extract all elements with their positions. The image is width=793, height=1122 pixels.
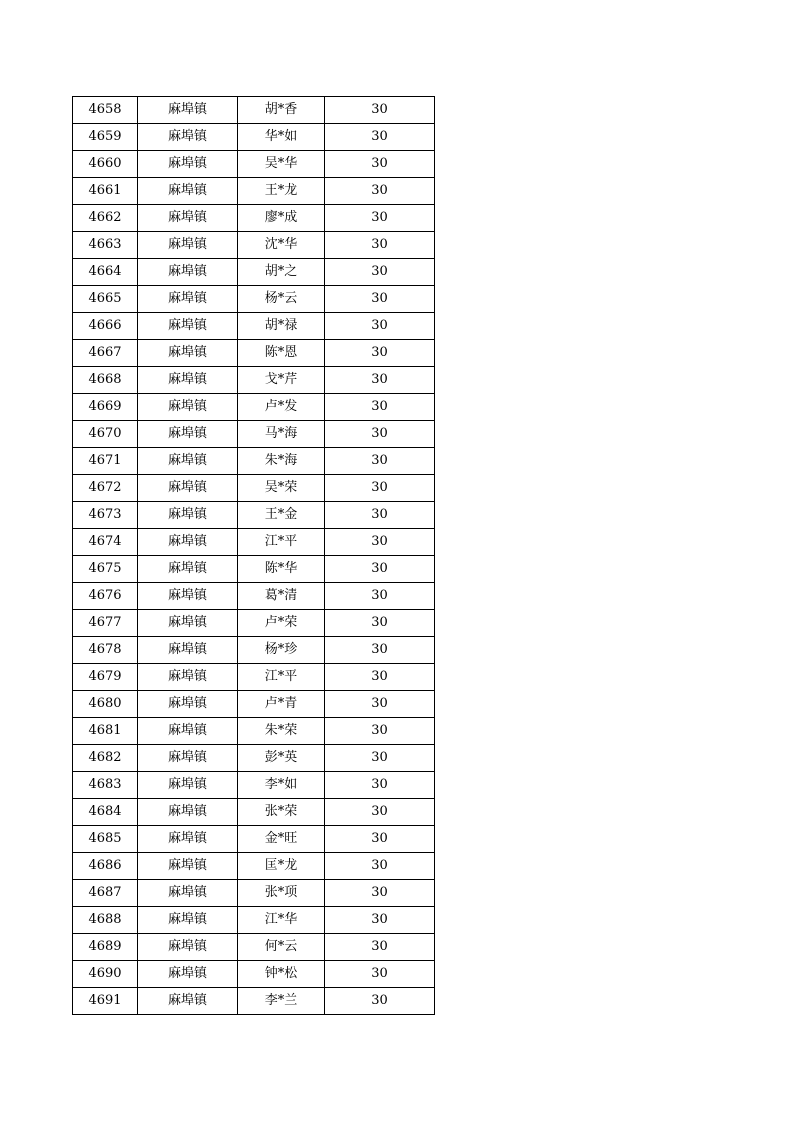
table-row bbox=[73, 502, 435, 529]
cell-amount: 30 bbox=[325, 907, 435, 934]
cell-name: 匡*龙 bbox=[238, 853, 325, 880]
cell-id: 4679 bbox=[73, 664, 138, 691]
cell-amount: 30 bbox=[325, 367, 435, 394]
cell-town: 麻埠镇 bbox=[138, 232, 238, 259]
table-row bbox=[73, 340, 435, 367]
cell-amount: 30 bbox=[325, 664, 435, 691]
cell-amount: 30 bbox=[325, 340, 435, 367]
cell-town: 麻埠镇 bbox=[138, 934, 238, 961]
cell-name: 朱*荣 bbox=[238, 718, 325, 745]
cell-id: 4685 bbox=[73, 826, 138, 853]
cell-amount: 30 bbox=[325, 232, 435, 259]
table-row bbox=[73, 583, 435, 610]
cell-id: 4688 bbox=[73, 907, 138, 934]
cell-name: 沈*华 bbox=[238, 232, 325, 259]
cell-name: 戈*芹 bbox=[238, 367, 325, 394]
cell-id: 4681 bbox=[73, 718, 138, 745]
cell-id: 4682 bbox=[73, 745, 138, 772]
cell-name: 王*金 bbox=[238, 502, 325, 529]
table-row bbox=[73, 313, 435, 340]
cell-amount: 30 bbox=[325, 421, 435, 448]
cell-amount: 30 bbox=[325, 934, 435, 961]
cell-town: 麻埠镇 bbox=[138, 961, 238, 988]
cell-name: 何*云 bbox=[238, 934, 325, 961]
cell-name: 金*旺 bbox=[238, 826, 325, 853]
table-row bbox=[73, 259, 435, 286]
table-row bbox=[73, 178, 435, 205]
cell-amount: 30 bbox=[325, 178, 435, 205]
cell-id: 4658 bbox=[73, 97, 138, 124]
cell-amount: 30 bbox=[325, 988, 435, 1015]
cell-amount: 30 bbox=[325, 556, 435, 583]
cell-amount: 30 bbox=[325, 529, 435, 556]
table-row bbox=[73, 151, 435, 178]
cell-amount: 30 bbox=[325, 853, 435, 880]
cell-town: 麻埠镇 bbox=[138, 259, 238, 286]
cell-name: 卢*青 bbox=[238, 691, 325, 718]
cell-amount: 30 bbox=[325, 259, 435, 286]
cell-amount: 30 bbox=[325, 772, 435, 799]
cell-name: 杨*云 bbox=[238, 286, 325, 313]
cell-town: 麻埠镇 bbox=[138, 691, 238, 718]
table-row bbox=[73, 448, 435, 475]
cell-town: 麻埠镇 bbox=[138, 367, 238, 394]
cell-id: 4674 bbox=[73, 529, 138, 556]
cell-town: 麻埠镇 bbox=[138, 286, 238, 313]
cell-amount: 30 bbox=[325, 691, 435, 718]
cell-town: 麻埠镇 bbox=[138, 340, 238, 367]
data-table bbox=[72, 96, 435, 1015]
table-row bbox=[73, 367, 435, 394]
table-row bbox=[73, 286, 435, 313]
cell-town: 麻埠镇 bbox=[138, 556, 238, 583]
table-row bbox=[73, 664, 435, 691]
cell-id: 4666 bbox=[73, 313, 138, 340]
cell-town: 麻埠镇 bbox=[138, 313, 238, 340]
table-row bbox=[73, 745, 435, 772]
cell-name: 吴*华 bbox=[238, 151, 325, 178]
cell-amount: 30 bbox=[325, 718, 435, 745]
cell-amount: 30 bbox=[325, 637, 435, 664]
table-row bbox=[73, 205, 435, 232]
cell-town: 麻埠镇 bbox=[138, 664, 238, 691]
cell-town: 麻埠镇 bbox=[138, 988, 238, 1015]
table-row bbox=[73, 907, 435, 934]
cell-name: 胡*香 bbox=[238, 97, 325, 124]
cell-name: 胡*之 bbox=[238, 259, 325, 286]
cell-id: 4673 bbox=[73, 502, 138, 529]
cell-amount: 30 bbox=[325, 475, 435, 502]
cell-name: 胡*禄 bbox=[238, 313, 325, 340]
cell-amount: 30 bbox=[325, 97, 435, 124]
cell-town: 麻埠镇 bbox=[138, 124, 238, 151]
cell-id: 4670 bbox=[73, 421, 138, 448]
cell-name: 杨*珍 bbox=[238, 637, 325, 664]
cell-amount: 30 bbox=[325, 826, 435, 853]
cell-name: 卢*荣 bbox=[238, 610, 325, 637]
cell-town: 麻埠镇 bbox=[138, 394, 238, 421]
table-row bbox=[73, 610, 435, 637]
table-row bbox=[73, 421, 435, 448]
cell-town: 麻埠镇 bbox=[138, 637, 238, 664]
cell-amount: 30 bbox=[325, 610, 435, 637]
table-row bbox=[73, 529, 435, 556]
cell-id: 4672 bbox=[73, 475, 138, 502]
cell-town: 麻埠镇 bbox=[138, 178, 238, 205]
table-row bbox=[73, 691, 435, 718]
cell-name: 张*项 bbox=[238, 880, 325, 907]
cell-town: 麻埠镇 bbox=[138, 907, 238, 934]
table-row bbox=[73, 934, 435, 961]
cell-name: 廖*成 bbox=[238, 205, 325, 232]
cell-id: 4687 bbox=[73, 880, 138, 907]
cell-id: 4675 bbox=[73, 556, 138, 583]
cell-town: 麻埠镇 bbox=[138, 610, 238, 637]
table-row bbox=[73, 637, 435, 664]
table-row bbox=[73, 394, 435, 421]
table-row bbox=[73, 556, 435, 583]
cell-id: 4663 bbox=[73, 232, 138, 259]
cell-town: 麻埠镇 bbox=[138, 745, 238, 772]
cell-name: 江*华 bbox=[238, 907, 325, 934]
cell-id: 4667 bbox=[73, 340, 138, 367]
table-row bbox=[73, 772, 435, 799]
cell-id: 4665 bbox=[73, 286, 138, 313]
cell-amount: 30 bbox=[325, 583, 435, 610]
cell-town: 麻埠镇 bbox=[138, 151, 238, 178]
cell-id: 4676 bbox=[73, 583, 138, 610]
cell-amount: 30 bbox=[325, 448, 435, 475]
cell-amount: 30 bbox=[325, 961, 435, 988]
cell-id: 4661 bbox=[73, 178, 138, 205]
cell-town: 麻埠镇 bbox=[138, 799, 238, 826]
cell-id: 4669 bbox=[73, 394, 138, 421]
cell-name: 朱*海 bbox=[238, 448, 325, 475]
table-row bbox=[73, 718, 435, 745]
cell-name: 王*龙 bbox=[238, 178, 325, 205]
cell-name: 卢*发 bbox=[238, 394, 325, 421]
cell-id: 4662 bbox=[73, 205, 138, 232]
cell-name: 李*如 bbox=[238, 772, 325, 799]
cell-town: 麻埠镇 bbox=[138, 583, 238, 610]
table-body bbox=[73, 97, 435, 1015]
cell-name: 华*如 bbox=[238, 124, 325, 151]
cell-id: 4689 bbox=[73, 934, 138, 961]
cell-town: 麻埠镇 bbox=[138, 502, 238, 529]
cell-id: 4660 bbox=[73, 151, 138, 178]
cell-town: 麻埠镇 bbox=[138, 448, 238, 475]
cell-town: 麻埠镇 bbox=[138, 475, 238, 502]
cell-id: 4686 bbox=[73, 853, 138, 880]
cell-name: 陈*华 bbox=[238, 556, 325, 583]
cell-amount: 30 bbox=[325, 880, 435, 907]
cell-amount: 30 bbox=[325, 394, 435, 421]
cell-name: 江*平 bbox=[238, 664, 325, 691]
table-row bbox=[73, 475, 435, 502]
cell-town: 麻埠镇 bbox=[138, 826, 238, 853]
cell-amount: 30 bbox=[325, 151, 435, 178]
cell-town: 麻埠镇 bbox=[138, 772, 238, 799]
cell-id: 4683 bbox=[73, 772, 138, 799]
cell-town: 麻埠镇 bbox=[138, 205, 238, 232]
cell-name: 吴*荣 bbox=[238, 475, 325, 502]
cell-amount: 30 bbox=[325, 286, 435, 313]
cell-town: 麻埠镇 bbox=[138, 421, 238, 448]
cell-name: 张*荣 bbox=[238, 799, 325, 826]
cell-id: 4671 bbox=[73, 448, 138, 475]
cell-name: 马*海 bbox=[238, 421, 325, 448]
cell-name: 李*兰 bbox=[238, 988, 325, 1015]
cell-name: 彭*英 bbox=[238, 745, 325, 772]
cell-amount: 30 bbox=[325, 799, 435, 826]
cell-id: 4684 bbox=[73, 799, 138, 826]
cell-town: 麻埠镇 bbox=[138, 880, 238, 907]
cell-id: 4677 bbox=[73, 610, 138, 637]
cell-name: 江*平 bbox=[238, 529, 325, 556]
table-row bbox=[73, 880, 435, 907]
table-row bbox=[73, 826, 435, 853]
cell-id: 4691 bbox=[73, 988, 138, 1015]
table-row bbox=[73, 97, 435, 124]
cell-town: 麻埠镇 bbox=[138, 97, 238, 124]
cell-id: 4690 bbox=[73, 961, 138, 988]
cell-id: 4668 bbox=[73, 367, 138, 394]
table-row bbox=[73, 232, 435, 259]
cell-amount: 30 bbox=[325, 313, 435, 340]
cell-amount: 30 bbox=[325, 124, 435, 151]
table-row bbox=[73, 988, 435, 1015]
cell-town: 麻埠镇 bbox=[138, 853, 238, 880]
cell-id: 4680 bbox=[73, 691, 138, 718]
cell-id: 4664 bbox=[73, 259, 138, 286]
cell-town: 麻埠镇 bbox=[138, 718, 238, 745]
cell-town: 麻埠镇 bbox=[138, 529, 238, 556]
cell-name: 钟*松 bbox=[238, 961, 325, 988]
table-row bbox=[73, 124, 435, 151]
table-row bbox=[73, 853, 435, 880]
cell-id: 4678 bbox=[73, 637, 138, 664]
cell-amount: 30 bbox=[325, 745, 435, 772]
cell-id: 4659 bbox=[73, 124, 138, 151]
table-row bbox=[73, 961, 435, 988]
cell-amount: 30 bbox=[325, 502, 435, 529]
table-row bbox=[73, 799, 435, 826]
cell-name: 葛*清 bbox=[238, 583, 325, 610]
cell-amount: 30 bbox=[325, 205, 435, 232]
cell-name: 陈*恩 bbox=[238, 340, 325, 367]
